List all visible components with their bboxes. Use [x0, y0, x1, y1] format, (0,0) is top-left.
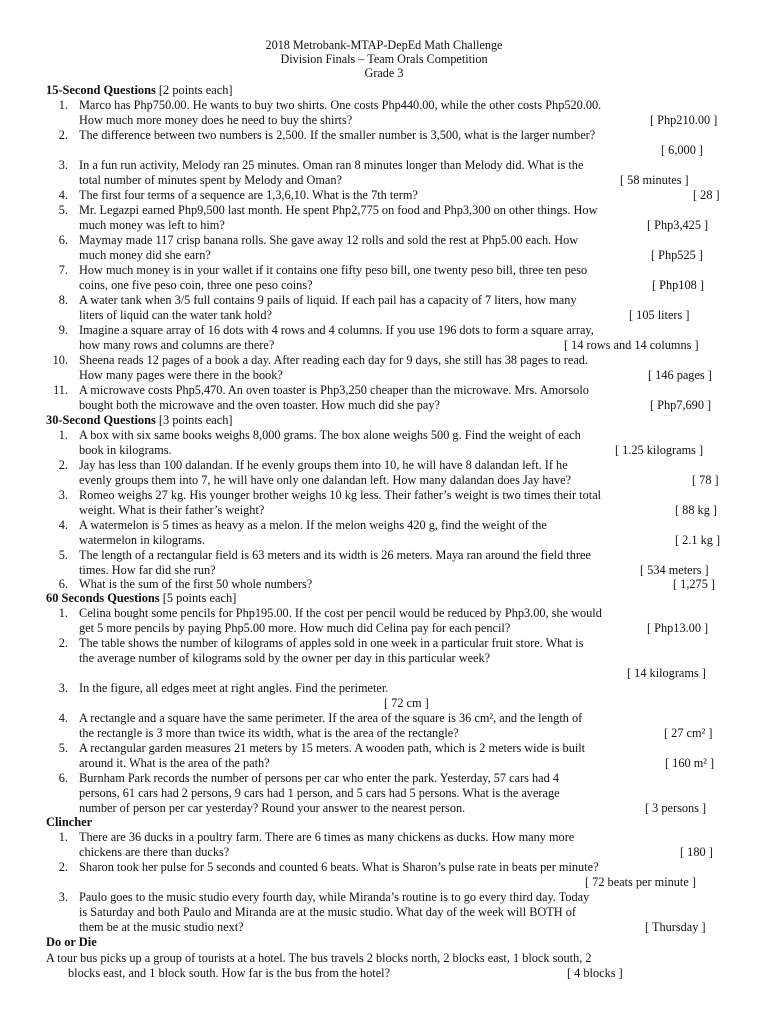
question-text-line: A rectangular garden measures 21 meters by 15 meters. A wooden path, which is 2 meters wide is built	[79, 741, 586, 755]
answer-key: [ 146 pages ]	[648, 367, 712, 382]
answer-key: [ 1.25 kilograms ]	[615, 442, 704, 457]
question-number: 4.	[58, 188, 68, 202]
question-text-line: coins, one five peso coin, three one peso coins?	[79, 277, 313, 292]
answer-key: [ Php525 ]	[651, 247, 703, 262]
question-text-line: A water tank when 3/5 full contains 9 pails of liquid. If each pail has a capacity of 7 liters, how many	[79, 293, 577, 307]
question-text-line: book in kilograms.	[79, 442, 172, 457]
question-text-line: bought both the microwave and the oven toaster. How much did she pay?	[79, 397, 440, 412]
question-number: 4.	[58, 518, 68, 532]
answer-key: [ 2.1 kg ]	[675, 532, 721, 547]
question-number: 3.	[58, 158, 68, 172]
question-number: 5.	[58, 203, 68, 217]
question-number: 5.	[58, 548, 68, 562]
question-text-line: Jay has less than 100 dalandan. If he evenly groups them into 10, he will have 8 dalandan left. If he	[79, 458, 568, 472]
question-text-line: Romeo weighs 27 kg. His younger brother weighs 10 kg less. Their father’s weight is two times their total	[79, 488, 602, 502]
question-number: 3.	[58, 890, 68, 904]
question-text-line: Burnham Park records the number of persons per car who enter the park. Yesterday, 57 cars had 4	[79, 771, 559, 785]
answer-key: [ 14 kilograms ]	[627, 665, 706, 680]
question-text-line: the rectangle is 3 more than twice its width, what is the area of the rectangle?	[79, 725, 459, 740]
question-number: 6.	[58, 771, 68, 785]
question-number: 2.	[58, 128, 68, 142]
question-text-line: much money was left to him?	[79, 217, 225, 232]
header-subtitle: Division Finals – Team Orals Competition	[280, 52, 488, 66]
section-points: [3 points each]	[155, 413, 233, 427]
question-number: 8.	[58, 293, 68, 307]
question-text-line: them be at the music studio next?	[79, 919, 244, 934]
question-number: 4.	[58, 711, 68, 725]
question-text-line: Sharon took her pulse for 5 seconds and counted 6 beats. What is Sharon’s pulse rate in beats per minute?	[79, 860, 599, 874]
section-title: Do or Die	[46, 935, 97, 949]
question-number: 3.	[58, 488, 68, 502]
answer-key: [ Thursday ]	[645, 919, 706, 934]
question-number: 6.	[58, 233, 68, 247]
answer-key: [ 72 beats per minute ]	[585, 874, 696, 889]
do-or-die-text-line: A tour bus picks up a group of tourists at a hotel. The bus travels 2 blocks north, 2 blocks east, 1 block south, 2	[46, 951, 592, 965]
section-heading	[46, 815, 92, 829]
answer-key: [ 72 cm ]	[384, 695, 429, 710]
section-heading	[46, 83, 233, 97]
question-text-line: The first four terms of a sequence are 1,3,6,10. What is the 7th term?	[79, 188, 418, 202]
answer-key: [ 58 minutes ]	[620, 172, 689, 187]
question-text-line: around it. What is the area of the path?	[79, 755, 270, 770]
question-text-line: What is the sum of the first 50 whole numbers?	[79, 577, 313, 591]
answer-key: [ 3 persons ]	[645, 800, 707, 815]
question-text-line: In a fun run activity, Melody ran 25 minutes. Oman ran 8 minutes longer than Melody did. What is the	[79, 158, 584, 172]
answer-key: [ Php3,425 ]	[647, 217, 709, 232]
section-points: [2 points each]	[155, 83, 233, 97]
question-text-line: evenly groups them into 7, he will have only one dalandan left. How many dalandan does Jay have?	[79, 472, 572, 487]
question-text-line: A microwave costs Php5,470. An oven toaster is Php3,250 cheaper than the microwave. Mrs. Amorsolo	[79, 383, 589, 397]
question-text-line: The table shows the number of kilograms of apples sold in one week in a particular fruit store. What is	[79, 636, 584, 650]
question-text-line: chickens are there than ducks?	[79, 844, 230, 859]
question-number: 10.	[52, 353, 68, 367]
question-text-line: A box with six same books weighs 8,000 grams. The box alone weighs 500 g. Find the weight of each	[79, 428, 581, 442]
section-title: 15-Second Questions	[46, 83, 156, 97]
answer-key: [ 28 ]	[693, 188, 720, 202]
answer-key: [ Php7,690 ]	[650, 397, 712, 412]
question-text-line: is Saturday and both Paulo and Miranda are at the music studio. What day of the week will BOTH of	[79, 904, 577, 919]
question-text-line: how many rows and columns are there?	[79, 337, 275, 352]
section-heading	[46, 935, 97, 949]
question-text-line: get 5 more pencils by paying Php5.00 more. How much did Celina pay for each pencil?	[79, 620, 511, 635]
question-text-line: number of person per car yesterday? Round your answer to the nearest person.	[79, 800, 466, 815]
question-text-line: watermelon in kilograms.	[79, 532, 206, 547]
answer-key: [ 78 ]	[692, 472, 719, 487]
question-text-line: Maymay made 117 crisp banana rolls. She gave away 12 rolls and sold the rest at Php5.00 each. How	[79, 233, 579, 247]
question-number: 3.	[58, 681, 68, 695]
section-title: 60 Seconds Questions	[46, 591, 160, 605]
question-text-line: Imagine a square array of 16 dots with 4 rows and 4 columns. If you use 196 dots to form a square array,	[79, 323, 594, 337]
header-grade: Grade 3	[364, 66, 404, 80]
question-text-line: much money did she earn?	[79, 247, 211, 262]
question-number: 11.	[53, 383, 68, 397]
answer-key: [ 4 blocks ]	[567, 966, 623, 980]
question-number: 2.	[58, 458, 68, 472]
answer-key: [ Php108 ]	[652, 277, 704, 292]
question-number: 1.	[58, 606, 68, 620]
section-title: Clincher	[46, 815, 93, 829]
question-number: 1.	[58, 428, 68, 442]
answer-key: [ 534 meters ]	[640, 562, 709, 577]
question-number: 1.	[58, 830, 68, 844]
answer-key: [ 1,275 ]	[673, 577, 716, 591]
answer-key: [ 88 kg ]	[675, 502, 718, 517]
question-text-line: How many pages were there in the book?	[79, 367, 283, 382]
question-text-line: How much more money does he need to buy the shirts?	[79, 112, 353, 127]
question-text-line: persons, 61 cars had 2 persons, 9 cars had 1 person, and 5 cars had 5 persons. What is the average	[79, 785, 560, 800]
section-heading	[46, 591, 236, 605]
header-title: 2018 Metrobank-MTAP-DepEd Math Challenge	[265, 38, 503, 52]
question-text-line: total number of minutes spent by Melody and Oman?	[79, 172, 342, 187]
question-text-line: In the figure, all edges meet at right angles. Find the perimeter.	[79, 681, 389, 695]
do-or-die-text-line: blocks east, and 1 block south. How far is the bus from the hotel?	[68, 966, 391, 980]
question-text-line: Marco has Php750.00. He wants to buy two shirts. One costs Php440.00, while the other costs Php520.00.	[79, 98, 602, 112]
answer-key: [ 14 rows and 14 columns ]	[564, 337, 699, 352]
question-text-line: Celina bought some pencils for Php195.00. If the cost per pencil would be reduced by Php3.00, she would	[79, 606, 602, 620]
section-points: [5 points each]	[159, 591, 237, 605]
question-text-line: The length of a rectangular field is 63 meters and its width is 26 meters. Maya ran around the field three	[79, 548, 591, 562]
question-number: 2.	[58, 860, 68, 874]
question-text-line: A rectangle and a square have the same perimeter. If the area of the square is 36 cm², and the length of	[79, 711, 583, 725]
question-text-line: There are 36 ducks in a poultry farm. There are 6 times as many chickens as ducks. How many more	[79, 830, 575, 844]
section-heading	[46, 413, 233, 427]
question-number: 6.	[58, 577, 68, 591]
question-text-line: Sheena reads 12 pages of a book a day. After reading each day for 9 days, she still has 38 pages to read.	[79, 353, 589, 367]
question-number: 9.	[58, 323, 68, 337]
answer-key: [ Php13.00 ]	[647, 620, 709, 635]
question-text-line: A watermelon is 5 times as heavy as a melon. If the melon weighs 420 g, find the weight of the	[79, 518, 547, 532]
answer-key: [ 6,000 ]	[661, 142, 704, 157]
answer-key: [ 27 cm² ]	[664, 725, 713, 740]
question-text-line: the average number of kilograms sold by the owner per day in this particular week?	[79, 650, 491, 665]
answer-key: [ 160 m² ]	[665, 755, 715, 770]
question-number: 7.	[58, 263, 68, 277]
question-text-line: The difference between two numbers is 2,500. If the smaller number is 3,500, what is the larger number?	[79, 128, 596, 142]
question-text-line: How much money is in your wallet if it contains one fifty peso bill, one twenty peso bill, three ten peso	[79, 263, 588, 277]
question-text-line: Mr. Legazpi earned Php9,500 last month. He spent Php2,775 on food and Php3,300 on other things. How	[79, 203, 598, 217]
question-number: 1.	[58, 98, 68, 112]
answer-key: [ Php210.00 ]	[650, 112, 718, 127]
answer-key: [ 180 ]	[680, 844, 713, 859]
section-title: 30-Second Questions	[46, 413, 156, 427]
question-text-line: weight. What is their father’s weight?	[79, 502, 265, 517]
question-number: 5.	[58, 741, 68, 755]
question-text-line: liters of liquid can the water tank hold?	[79, 307, 272, 322]
question-text-line: times. How far did she run?	[79, 562, 216, 577]
question-text-line: Paulo goes to the music studio every fourth day, while Miranda’s routine is to go every third day. Today	[79, 890, 590, 904]
answer-key: [ 105 liters ]	[629, 307, 690, 322]
question-number: 2.	[58, 636, 68, 650]
